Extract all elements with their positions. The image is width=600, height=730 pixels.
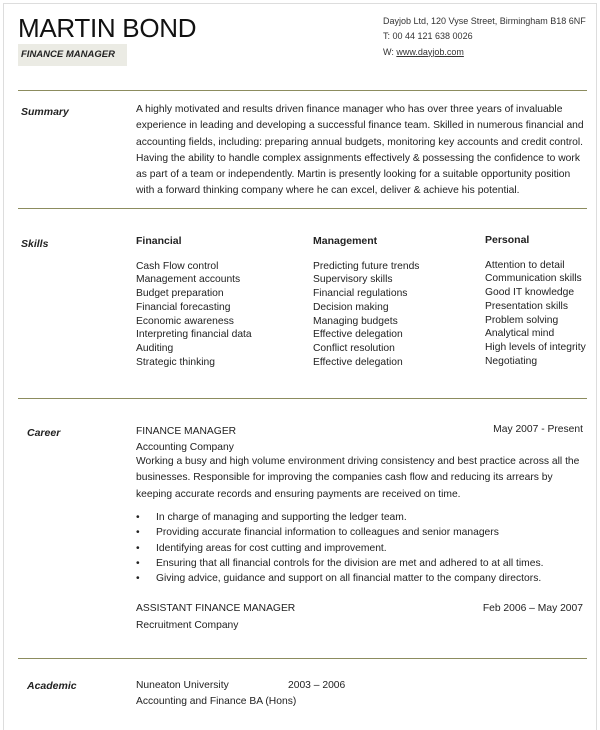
skill-item: Problem solving	[485, 314, 559, 326]
column-heading: Management	[313, 235, 378, 247]
summary-label: Summary	[21, 106, 69, 118]
skill-item: Cash Flow control	[136, 260, 219, 272]
bullet-item: • Ensuring that all financial controls for the division are met and adhered to at all times.	[136, 556, 544, 571]
candidate-name: MARTIN BOND	[18, 13, 197, 43]
job-1-bullets	[136, 510, 544, 586]
column-heading: Financial	[136, 235, 182, 247]
skill-item: Budget preparation	[136, 288, 224, 300]
job-title-badge: FINANCE MANAGER	[18, 44, 127, 66]
bullet-item: • Giving advice, guidance and support on all financial matter to the company directors.	[136, 571, 544, 586]
skill-item: Supervisory skills	[313, 274, 393, 286]
job-2-dates: Feb 2006 – May 2007	[482, 603, 583, 614]
skill-item: Management accounts	[136, 274, 241, 286]
skill-item: Conflict resolution	[313, 342, 395, 354]
job-1-description: Working a busy and high volume environment driving consistency and best practice across all the businesses. Responsible for improving the companies cash flow and reducing its arrears by keeping accurate records and ensuring payments are received on time.	[136, 456, 580, 500]
skill-item: Financial regulations	[313, 288, 408, 300]
bullet-item: • Providing accurate financial information to colleagues and senior managers	[136, 525, 544, 540]
website-link[interactable]: www.dayjob.com	[396, 46, 464, 57]
bullet-item: • In charge of managing and supporting the ledger team.	[136, 510, 544, 525]
phone: T: 00 44 121 638 0026	[383, 31, 473, 42]
job-2-company: Recruitment Company	[136, 620, 239, 631]
career-label: Career	[27, 427, 61, 439]
divider	[18, 208, 587, 209]
skill-item: High levels of integrity	[485, 341, 586, 353]
skill-item: Auditing	[136, 342, 174, 354]
divider	[18, 658, 587, 659]
divider	[18, 90, 587, 91]
skill-item: Strategic thinking	[136, 356, 215, 368]
skill-item: Managing budgets	[313, 315, 398, 327]
skill-item: Economic awareness	[136, 315, 234, 327]
skill-item: Financial forecasting	[136, 301, 231, 313]
contact-block	[383, 14, 586, 60]
skill-item: Communication skills	[485, 273, 582, 285]
skill-item: Attention to detail	[485, 259, 565, 271]
job-1-dates: May 2007 - Present	[493, 424, 583, 435]
website	[383, 45, 586, 60]
skill-item: Decision making	[313, 301, 389, 313]
academic-label: Academic	[27, 680, 77, 692]
skill-item: Presentation skills	[485, 300, 568, 312]
school-dates: 2003 – 2006	[288, 680, 346, 691]
bullet-item: • Identifying areas for cost cutting and improvement.	[136, 541, 544, 556]
column-heading: Personal	[485, 234, 530, 246]
job-1-company: Accounting Company	[136, 442, 234, 453]
website-label: W:	[383, 46, 397, 57]
course-name: Accounting and Finance BA (Hons)	[136, 696, 297, 707]
skill-item: Interpreting financial data	[136, 329, 252, 341]
job-2-title: ASSISTANT FINANCE MANAGER	[136, 603, 296, 614]
skills-label: Skills	[21, 238, 49, 250]
skill-item: Predicting future trends	[313, 260, 420, 272]
skills-column-management	[313, 235, 419, 369]
skill-item: Analytical mind	[485, 328, 555, 340]
address: Dayjob Ltd, 120 Vyse Street, Birmingham B18 6NF	[383, 16, 586, 26]
skills-column-personal	[485, 234, 586, 368]
summary-text: A highly motivated and results driven finance manager who has over three years of invaluable experience in leading and developing a successful finance team. Skilled in numerous financial and accounting fields, including: preparing annual budgets, monitoring key accounts and credit control. Having the ability to handle complex assignments effectively & possessing the confidence to work as part of a team or independently. Martin is presently looking for a suitable opportunity position with a forward thinking company where he can excel, deliver & achieve his potential.	[136, 104, 584, 197]
skills-column-financial	[136, 235, 252, 369]
skill-item: Effective delegation	[313, 356, 403, 368]
skill-item: Effective delegation	[313, 329, 403, 341]
school-name: Nuneaton University	[136, 680, 229, 691]
divider	[18, 398, 587, 399]
skill-item: Negotiating	[485, 355, 538, 367]
job-1-title: FINANCE MANAGER	[136, 426, 237, 437]
skill-item: Good IT knowledge	[485, 287, 575, 299]
